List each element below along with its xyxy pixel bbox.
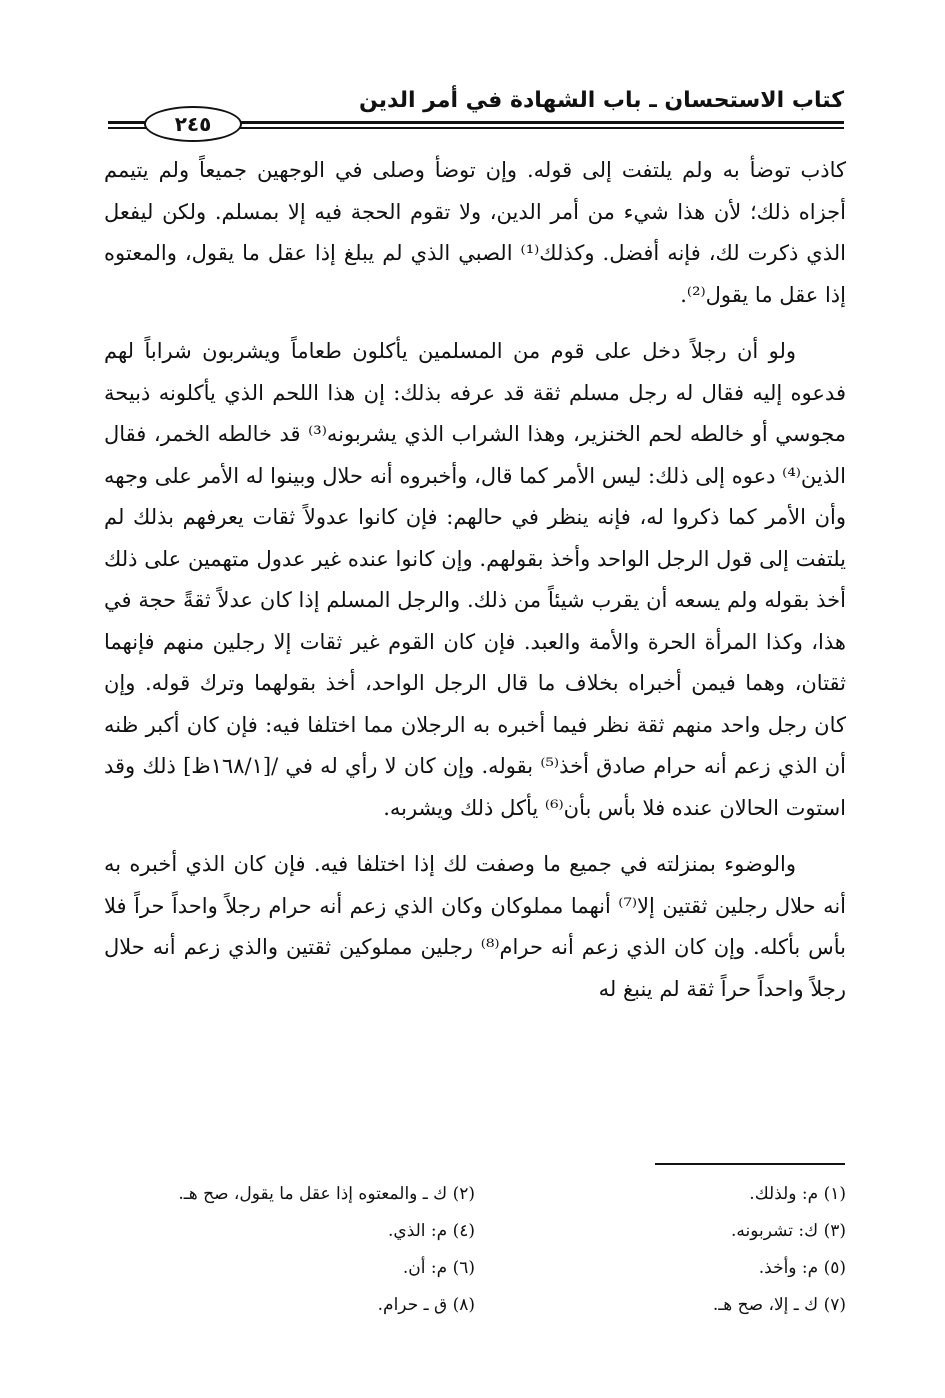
footnote: (٣) ك: تشربونه.	[730, 1221, 846, 1241]
paragraph: ولو أن رجلاً دخل على قوم من المسلمين يأكلون طعاماً ويشربون شراباً لهم فدعوه إليه فقال له رجل مسلم ثقة قد عرفه بذلك: إن هذا اللحم الذي يأكلونه ذبيحة مجوسي أو خالطه لحم الخنزير، وهذا الشراب الذي يشربونه⁽³⁾ قد خالطه الخمر، فقال الذين⁽⁴⁾ دعوه إلى ذلك: ليس الأمر كما قال، وأخبروه أنه حلال وبينوا له الأمر على وجهه وأن الأمر كما ذكروا له، فإنه ينظر في حالهم: فإن كانوا عدولاً ثقات يعرفهم بذلك لم يلتفت إلى قول الرجل الواحد وأخذ بقولهم. وإن كانوا عنده غير عدول متهمين على ذلك أخذ بقوله ولم يسعه أن يقرب شيئاً من ذلك. والرجل المسلم إذا كان عدلاً ثقةً حجة في هذا، وكذا المرأة الحرة والأمة والعبد. فإن كان القوم غير ثقات إلا رجلين منهم فإنهما ثقتان، وهما فيمن أخبراه بخلاف ما قال الرجل الواحد، أخذ بقولهما وترك قوله. وإن كان رجل واحد منهم ثقة نظر فيما أخبره به الرجلان مما اختلفا فيه: فإن كان أكبر ظنه أن الذي زعم أنه حرام صادق أخذ⁽⁵⁾ بقوله. وإن كان لا رأي له في /[١٦٨/١ظ] ذلك وقد استوت الحالان عنده فلا بأس بأن⁽⁶⁾ يأكل ذلك ويشربه.	[104, 339, 846, 820]
footnote-row	[104, 1213, 846, 1250]
footnote: (٧) ك ـ إلا، صح هـ.	[712, 1295, 846, 1315]
footnote-row	[104, 1287, 846, 1324]
paragraph: كاذب توضأ به ولم يلتفت إلى قوله. وإن توضأ وصلى في الوجهين جميعاً ولم يتيمم أجزاه ذلك؛ لأن هذا شيء من أمر الدين، ولا تقوم الحجة فيه إلا بمسلم. ولكن ليفعل الذي ذكرت لك، فإنه أفضل. وكذلك⁽¹⁾ الصبي الذي لم يبلغ إذا عقل ما يقول، والمعتوه إذا عقل ما يقول⁽²⁾.	[104, 158, 846, 307]
footnote: (٦) م: أن.	[402, 1258, 475, 1278]
main-text	[104, 150, 846, 1010]
footnote-separator	[655, 1163, 845, 1165]
footnote: (٨) ق ـ حرام.	[377, 1295, 475, 1315]
footnote-row	[104, 1250, 846, 1287]
page-header	[108, 84, 844, 134]
footnotes	[104, 1176, 846, 1324]
running-title: كتاب الاستحسان ـ باب الشهادة في أمر الدين	[358, 88, 844, 113]
footnote: (٢) ك ـ والمعتوه إذا عقل ما يقول، صح هـ.	[178, 1184, 475, 1204]
paragraph: والوضوء بمنزلته في جميع ما وصفت لك إذا اختلفا فيه. فإن كان الذي أخبره به أنه حلال رجلين ثقتين إلا⁽⁷⁾ أنهما مملوكان وكان الذي زعم أنه حرام رجلاً واحداً حراً فلا بأس بأكله. وإن كان الذي زعم أنه حرام⁽⁸⁾ رجلين مملوكين ثقتين والذي زعم أنه حلال رجلاً واحداً حراً ثقة لم ينبغ له	[104, 852, 847, 1001]
footnote: (١) م: ولذلك.	[749, 1184, 846, 1204]
footnote: (٥) م: وأخذ.	[758, 1258, 846, 1278]
footnote: (٤) م: الذي.	[387, 1221, 475, 1241]
footnote-row	[104, 1176, 846, 1213]
page-number-badge: ٢٤٥	[144, 106, 242, 142]
